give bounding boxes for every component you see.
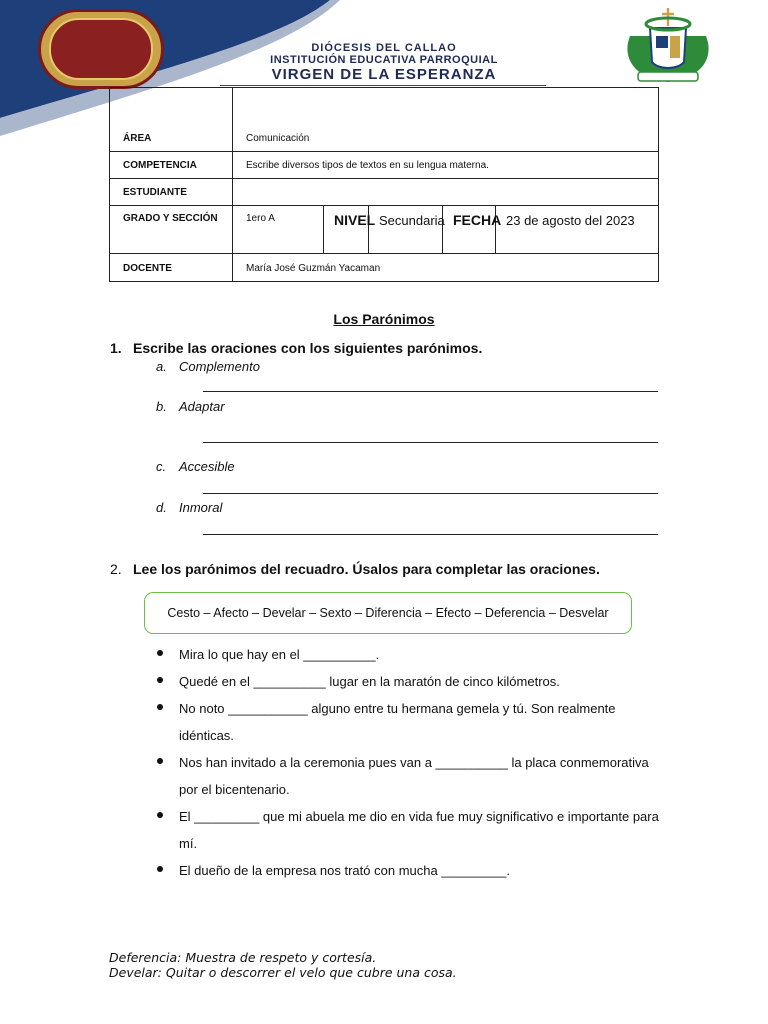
docente-value: María José Guzmán Yacaman: [233, 254, 659, 282]
bullet-icon: [157, 650, 163, 656]
bullet-icon: [157, 812, 163, 818]
sentence-text: El _________ que mi abuela me dio en vida fue muy significativo e importante para mí.: [179, 809, 659, 851]
definitions: [109, 951, 457, 980]
sentence-text: Nos han invitado a la ceremonia pues van a __________ la placa conmemorativa por el bicentenario.: [179, 755, 649, 797]
option-letter: b.: [156, 399, 167, 414]
option-word: Inmoral: [179, 500, 223, 515]
answer-line-c[interactable]: [203, 493, 658, 494]
estudiante-value[interactable]: [233, 179, 659, 206]
institution-type: INSTITUCIÓN EDUCATIVA PARROQUIAL: [270, 54, 498, 66]
grado-label: GRADO Y SECCIÓN: [110, 206, 233, 254]
sentence-text: El dueño de la empresa nos trató con mucha _________.: [179, 863, 511, 878]
word-bank-text: Cesto – Afecto – Develar – Sexto – Diferencia – Efecto – Deferencia – Desvelar: [167, 606, 609, 620]
question-2-text: Lee los parónimos del recuadro. Úsalos para completar las oraciones.: [133, 561, 600, 577]
list-item: [156, 641, 661, 668]
school-crest-icon: [38, 9, 164, 89]
sentence-text: No noto ___________ alguno entre tu hermana gemela y tú. Son realmente idénticas.: [179, 701, 616, 743]
option-a: [156, 359, 260, 374]
fecha-label: FECHA: [443, 206, 496, 254]
word-bank-box: [144, 592, 632, 634]
list-item: [156, 803, 661, 857]
fecha-value: 23 de agosto del 2023: [496, 206, 659, 254]
bullet-icon: [157, 866, 163, 872]
definition-deferencia: Deferencia: Muestra de respeto y cortesía.: [109, 950, 377, 965]
school-header: [250, 42, 518, 86]
sentence-text: Quedé en el __________ lugar en la maratón de cinco kilómetros.: [179, 674, 560, 689]
question-2-number: 2.: [110, 561, 122, 577]
option-word: Complemento: [179, 359, 260, 374]
option-c: [156, 459, 235, 474]
option-letter: d.: [156, 500, 167, 515]
answer-line-a[interactable]: [203, 391, 658, 392]
option-b: [156, 399, 225, 414]
list-item: [156, 668, 661, 695]
header-rule: [220, 85, 546, 86]
list-item: [156, 749, 661, 803]
school-name: VIRGEN DE LA ESPERANZA: [271, 66, 497, 83]
bullet-icon: [157, 758, 163, 764]
bullet-icon: [157, 704, 163, 710]
answer-line-d[interactable]: [203, 534, 658, 535]
list-item: [156, 695, 661, 749]
competencia-label: COMPETENCIA: [110, 152, 233, 179]
answer-line-b[interactable]: [203, 442, 658, 443]
sentence-list: [156, 641, 661, 884]
grado-value: 1ero A: [233, 206, 324, 254]
nivel-label: NIVEL: [324, 206, 369, 254]
question-1-text: Escribe las oraciones con los siguientes parónimos.: [133, 340, 483, 356]
bullet-icon: [157, 677, 163, 683]
sentence-text: Mira lo que hay en el __________.: [179, 647, 380, 662]
student-info-table: [109, 87, 659, 282]
option-letter: c.: [156, 459, 167, 474]
question-1-number: 1.: [110, 340, 122, 356]
option-word: Accesible: [179, 459, 235, 474]
diocese-name: DIÓCESIS DEL CALLAO: [311, 42, 457, 54]
competencia-value: Escribe diversos tipos de textos en su lengua materna.: [233, 152, 659, 179]
option-word: Adaptar: [179, 399, 225, 414]
list-item: [156, 857, 661, 884]
option-d: [156, 500, 222, 515]
nivel-value: Secundaria: [369, 206, 443, 254]
area-value: Comunicación: [233, 88, 659, 152]
worksheet-title: Los Parónimos: [333, 311, 435, 327]
area-label: ÁREA: [110, 88, 233, 152]
definition-develar: Develar: Quitar o descorrer el velo que cubre una cosa.: [109, 964, 457, 980]
episcopal-coat-of-arms-icon: [612, 6, 724, 86]
estudiante-label: ESTUDIANTE: [110, 179, 233, 206]
option-letter: a.: [156, 359, 167, 374]
docente-label: DOCENTE: [110, 254, 233, 282]
